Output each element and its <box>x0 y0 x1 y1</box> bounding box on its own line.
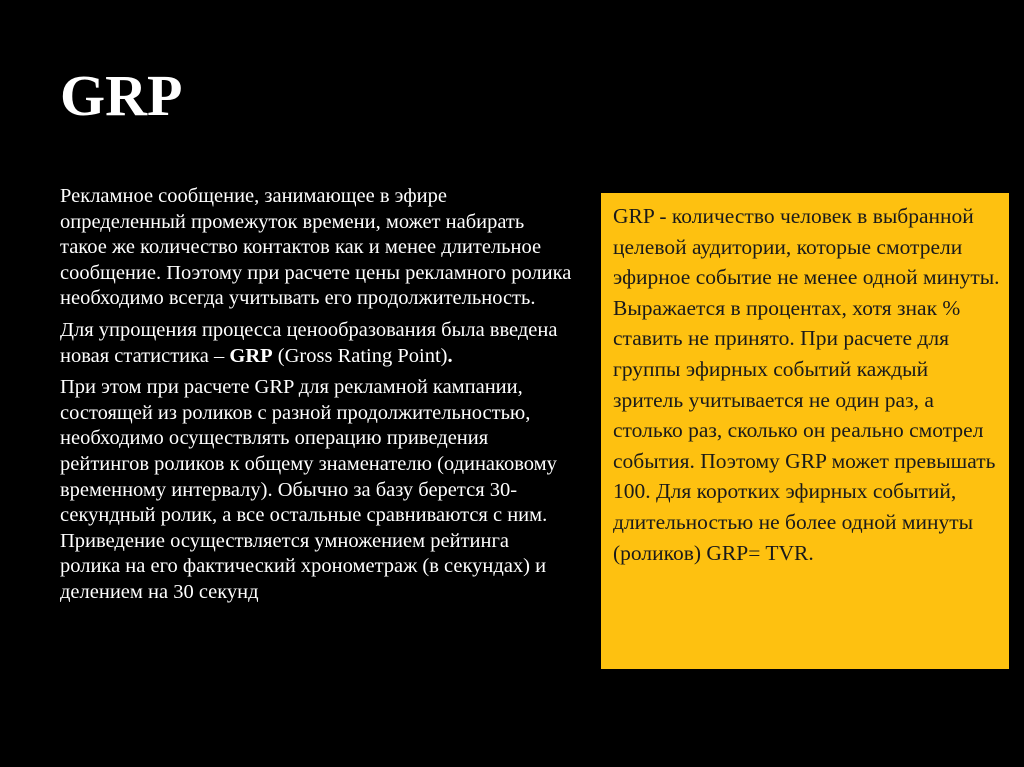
body-paragraph-3: При этом при расчете GRP для рекламной кампании, состоящей из роликов с разной продолжительностью, необходимо осуществлять операцию приведения рейтингов роликов к общему знаменателю (одинаковому временному интервалу). Обычно за базу берется 30-секундный ролик, а все остальные сравниваются с ним. Приведение осуществляется умножением рейтинга ролика на его фактический хронометраж (в секундах) и делением на 30 секунд <box>60 376 557 603</box>
paragraph-2-expansion: (Gross Rating Point) <box>272 344 448 367</box>
body-paragraph-2 <box>60 318 572 369</box>
body-paragraph-1: Рекламное сообщение, занимающее в эфире определенный промежуток времени, может набирать такое же количество контактов как и менее длительное сообщение. Поэтому при расчете цены рекламного ролика необходимо всегда учитывать его продолжительность. <box>60 185 572 310</box>
paragraph-2-period: . <box>447 344 453 367</box>
grp-term: GRP <box>229 344 273 367</box>
grp-definition-text: GRP - количество человек в выбранной целевой аудитории, которые смотрели эфирное событие не менее одной минуты. Выражается в процентах, хотя знак % ставить не принято. При расчете для группы эфирных событий каждый зритель учитывается не один раз, а столько раз, сколько он реально смотрел события. Поэтому GRP может превышать 100. Для коротких эфирных событий, длительностью не более одной минуты (роликов) GRP= TVR. <box>613 204 1000 565</box>
grp-definition-box <box>601 193 1009 669</box>
paragraph-2-intro: Для упрощения процесса ценообразования была введена новая статистика – <box>60 318 558 367</box>
slide-title: GRP <box>60 63 183 128</box>
body-text-column <box>60 184 572 612</box>
